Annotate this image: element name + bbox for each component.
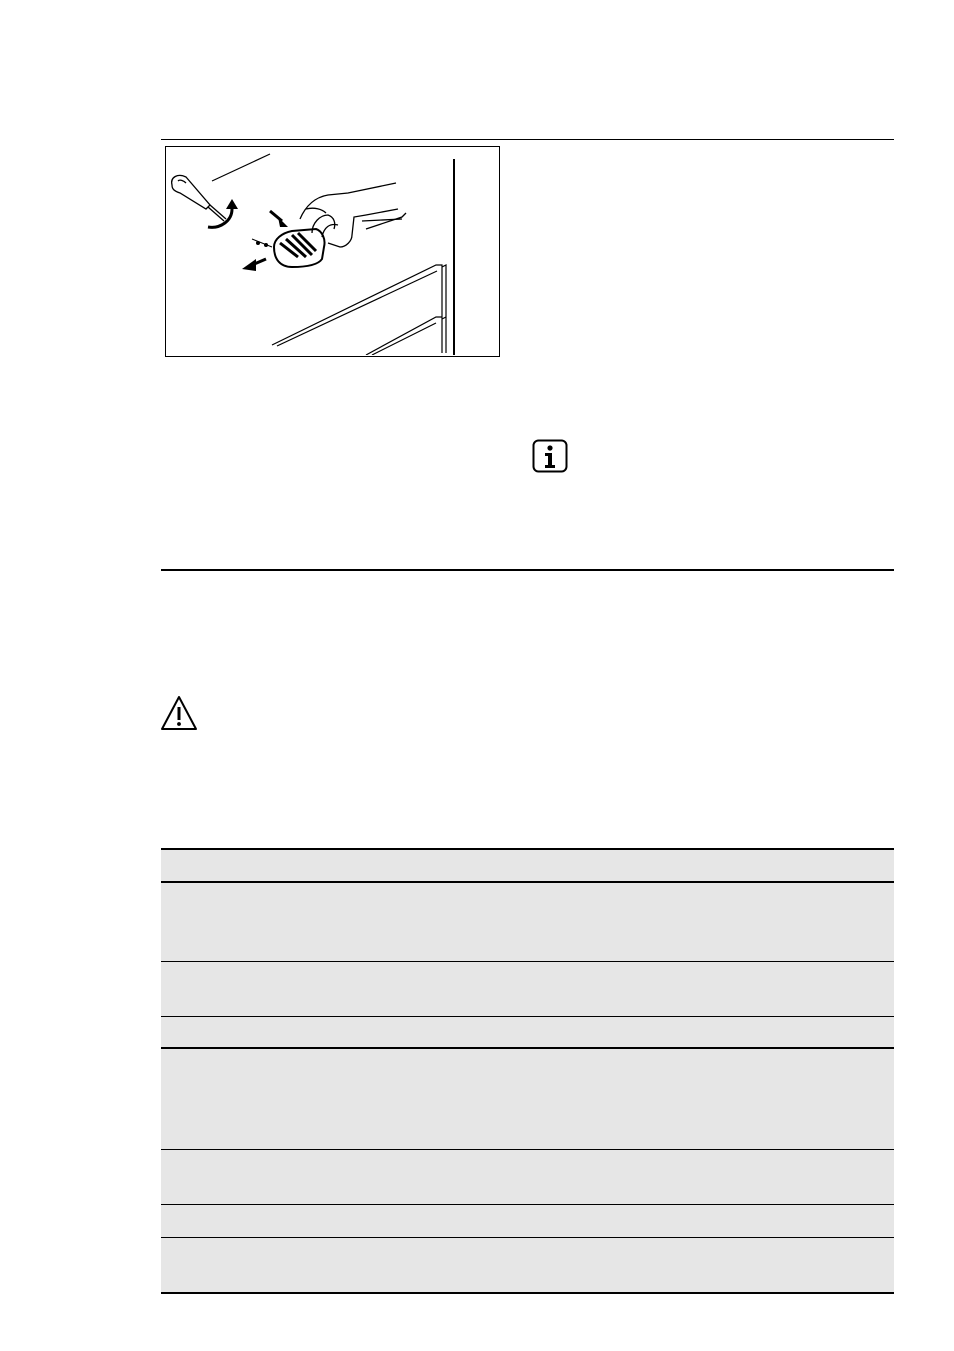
top-divider xyxy=(161,139,894,140)
contact-icon xyxy=(256,241,268,247)
table-header xyxy=(161,848,894,883)
table-row xyxy=(161,1238,894,1294)
table-row xyxy=(161,1150,894,1205)
table-row xyxy=(161,1049,894,1150)
troubleshooting-table xyxy=(161,848,894,1294)
lamp-cover-icon xyxy=(274,229,325,267)
table-row xyxy=(161,883,894,962)
screwdriver-icon xyxy=(172,175,226,221)
ceiling-line xyxy=(212,154,270,181)
shelf-icon xyxy=(272,265,446,355)
pull-arrow-head xyxy=(242,259,256,271)
table-row xyxy=(161,962,894,1017)
section-divider xyxy=(161,569,894,571)
warning-icon xyxy=(159,694,199,732)
lamp-replacement-illustration xyxy=(165,146,500,357)
info-icon xyxy=(532,439,568,473)
push-arrow-head xyxy=(278,217,288,227)
table-row xyxy=(161,1205,894,1238)
hand-icon xyxy=(300,183,406,247)
table-row xyxy=(161,1017,894,1049)
rotate-arrow-head xyxy=(226,199,238,209)
